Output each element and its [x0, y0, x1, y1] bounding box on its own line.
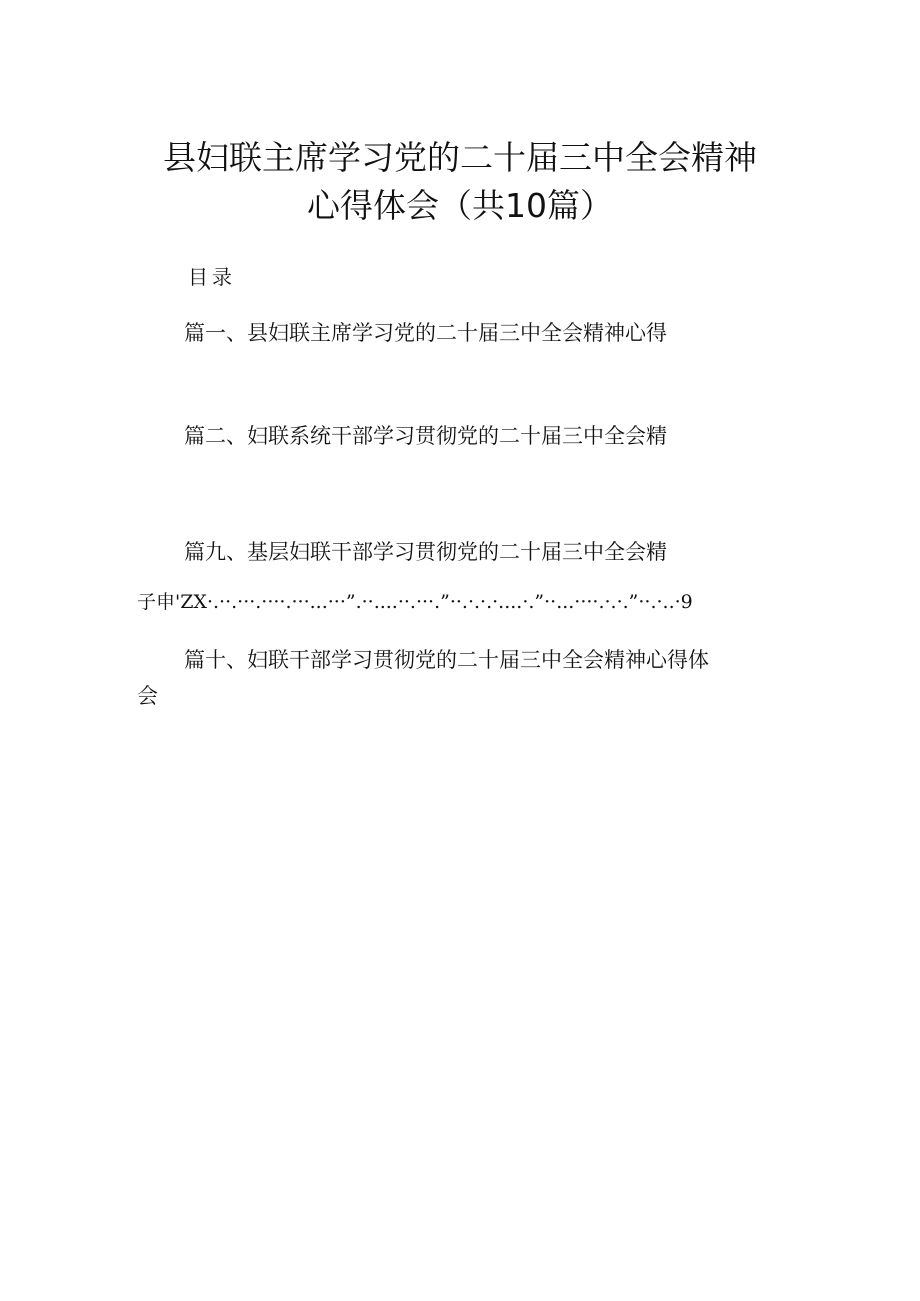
document-title-line-1: 县妇联主席学习党的二十届三中全会精神	[163, 138, 757, 177]
toc-heading: 目录	[188, 265, 236, 289]
toc-entry-9[interactable]: 篇九、基层妇联干部学习贯彻党的二十届三中全会精	[184, 540, 667, 564]
toc-entry-10-continuation[interactable]: 会	[137, 684, 158, 708]
toc-entry-2[interactable]: 篇二、妇联系统干部学习贯彻党的二十届三中全会精	[184, 424, 667, 448]
toc-entry-1[interactable]: 篇一、县妇联主席学习党的二十届三中全会精神心得	[184, 321, 667, 345]
toc-entry-10[interactable]: 篇十、妇联干部学习贯彻党的二十届三中全会精神心得体	[184, 648, 709, 672]
toc-leader-line: 子申'ZX·.··.···.····.···...···”.··....··.···.”··.·.·.·....·.”··...····.·.·.”··.·..·9	[137, 591, 693, 613]
document-title-line-2: 心得体会（共10篇）	[307, 186, 613, 225]
